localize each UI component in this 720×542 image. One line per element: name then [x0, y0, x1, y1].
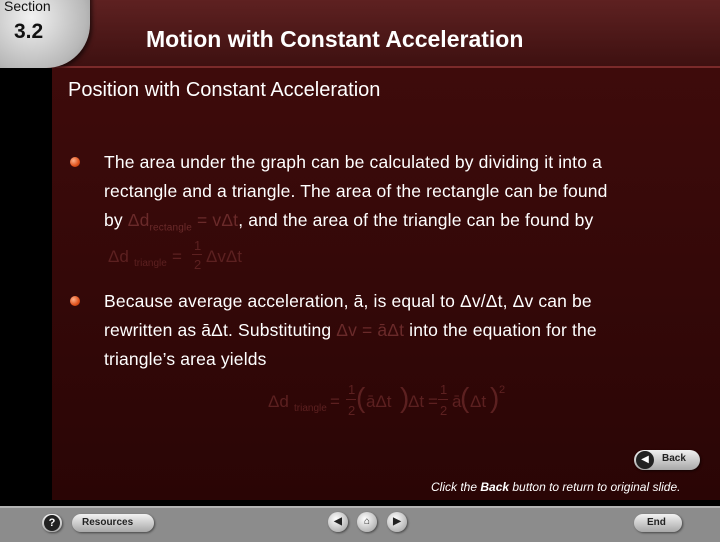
end-button-label: End [647, 517, 666, 528]
main-panel [52, 68, 720, 500]
bullet-2-text [104, 287, 694, 374]
resources-button-label: Resources [82, 517, 134, 528]
bullet-icon [70, 157, 80, 167]
help-button[interactable] [42, 514, 62, 532]
bullet-1-text [104, 148, 694, 243]
rectangle-area-equation: $\Delta d_{rectangle} = v\Delta t$ [127, 210, 239, 234]
bullet-2-line-3: triangle’s area yields [104, 349, 267, 369]
bullet-2-line-2: rewritten as āΔt. Substituting Δv = āΔt into the equation for the [104, 320, 597, 340]
back-button-label: Back [662, 453, 686, 464]
end-button[interactable] [634, 514, 682, 532]
home-icon: ⌂ [363, 516, 371, 527]
left-arrow-icon: ◀ [636, 451, 654, 469]
back-hint-text: Click the Back button to return to original slide. [431, 480, 681, 494]
triangle-area-equation: Δd triangle = 1 2 ΔvΔt [108, 238, 242, 272]
section-number: 3.2 [14, 20, 44, 43]
bullet-1-line-3: by $\Delta d_{rectangle} = v\Delta t$, and the area of the triangle can be found by [104, 210, 594, 234]
bullet-2-line-1: Because average acceleration, ā, is equal to Δv/Δt, Δv can be [104, 291, 592, 311]
right-arrow-icon: ▶ [393, 516, 401, 527]
home-button[interactable] [357, 512, 377, 532]
next-button[interactable] [387, 512, 407, 532]
help-icon: ? [44, 515, 60, 531]
bullet-1-line-1: The area under the graph can be calculated by dividing it into a [104, 152, 602, 172]
bullet-icon [70, 296, 80, 306]
substitution-equation: Δv = āΔt [336, 320, 405, 340]
page-title: Motion with Constant Acceleration [146, 26, 524, 52]
resources-button[interactable] [72, 514, 154, 532]
slide-heading: Position with Constant Acceleration [68, 79, 381, 101]
triangle-area-final-equation: Δd triangle = 1 2 ( āΔt ) Δt = 1 2 ā ( Δt ) 2 [268, 382, 506, 418]
left-arrow-icon: ◀ [334, 516, 342, 527]
previous-button[interactable] [328, 512, 348, 532]
section-label: Section [4, 0, 51, 14]
bullet-1-line-2: rectangle and a triangle. The area of the rectangle can be found [104, 181, 608, 201]
back-button[interactable] [634, 450, 700, 470]
